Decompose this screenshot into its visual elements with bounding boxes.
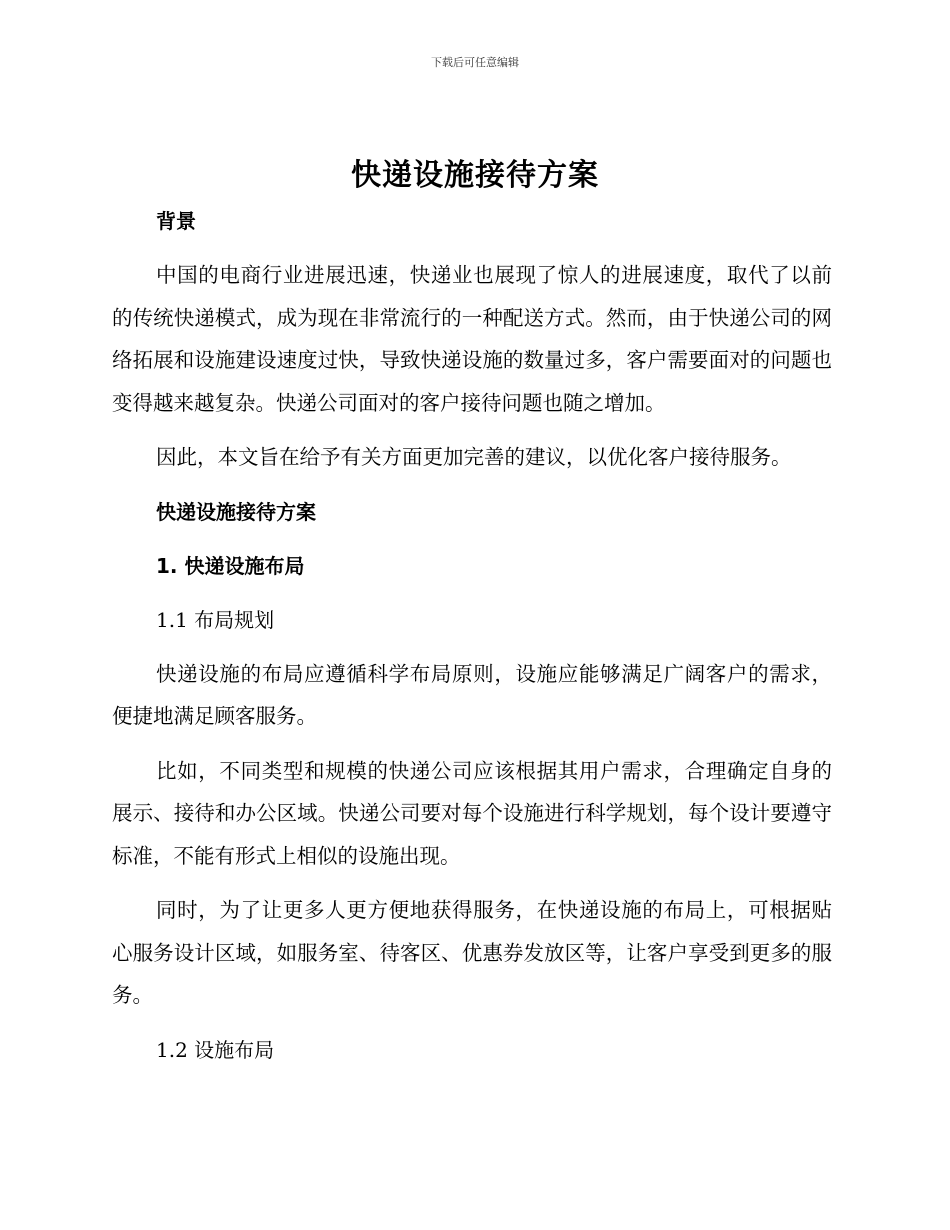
document-title: 快递设施接待方案: [351, 158, 599, 193]
header-note: 下载后可任意编辑: [431, 56, 519, 69]
layout-subheading-1-2: 1.2 设施布局: [156, 1037, 275, 1062]
layout-paragraph-2: 比如，不同类型和规模的快递公司应该根据其用户需求，合理确定自身的展示、接待和办公区域。快递公司要对每个设施进行科学规划，每个设计要遵守标准，不能有形式上相似的设施出现。: [112, 758, 832, 868]
background-paragraph-2: 因此，本文旨在给予有关方面更加完善的建议，以优化客户接待服务。: [156, 445, 792, 469]
plan-heading: 快递设施接待方案: [156, 499, 316, 524]
background-heading: 背景: [156, 209, 196, 233]
background-paragraph-1: 中国的电商行业进展迅速，快递业也展现了惊人的进展速度，取代了以前的传统快递模式，成为现在非常流行的一种配送方式。然而，由于快递公司的网络拓展和设施建设速度过快，导致快递设施的数量过多，客户需要面对的问题也变得越来越复杂。快递公司面对的客户接待问题也随之增加。: [112, 263, 832, 415]
document-body: [112, 200, 832, 1083]
layout-paragraph-1: 快递设施的布局应遵循科学布局原则，设施应能够满足广阔客户的需求，便捷地满足顾客服务。: [112, 661, 832, 728]
layout-heading: 1. 快递设施布局: [156, 553, 305, 578]
layout-paragraph-3: 同时，为了让更多人更方便地获得服务，在快递设施的布局上，可根据贴心服务设计区域，如服务室、待客区、优惠券发放区等，让客户享受到更多的服务。: [112, 898, 832, 1007]
layout-subheading-1-1: 1.1 布局规划: [156, 607, 275, 632]
